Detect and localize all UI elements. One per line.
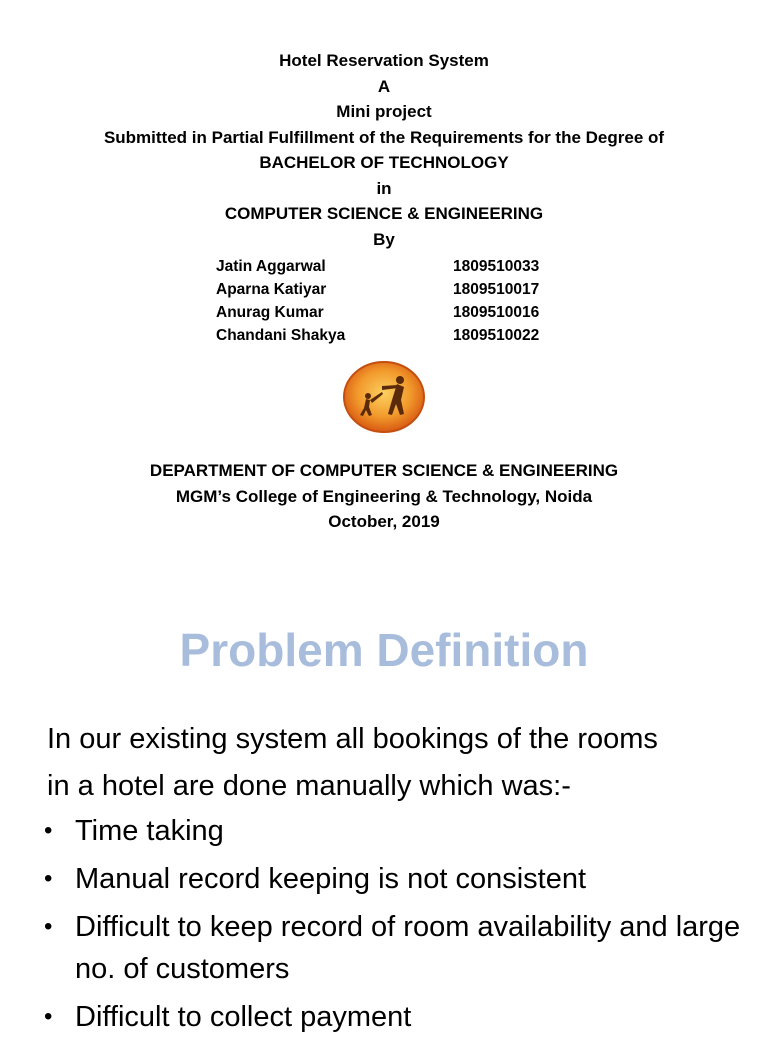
college-emblem-icon <box>342 360 426 434</box>
cover-line-in: in <box>376 178 392 198</box>
problem-intro <box>47 716 747 810</box>
student-roll-number: 1809510033 <box>453 258 540 275</box>
cover-line-by: By <box>373 229 395 249</box>
project-title: Hotel Reservation System <box>279 51 489 70</box>
problem-definition-title: Problem Definition <box>179 624 589 676</box>
student-roll-number: 1809510017 <box>453 281 540 298</box>
bullet-text: Manual record keeping is not consistent <box>75 863 587 895</box>
list-item <box>44 906 744 990</box>
cover-line-mini-project: Mini project <box>336 102 432 121</box>
student-row <box>0 258 768 281</box>
college-name: MGM’s College of Engineering & Technology, Noida <box>175 486 593 506</box>
student-roll-number: 1809510022 <box>453 327 540 344</box>
bullet-text: Difficult to keep record of room availability and large no. of customers <box>75 911 741 985</box>
department-block <box>0 458 768 535</box>
student-name: Chandani Shakya <box>216 327 346 344</box>
student-name: Aparna Katiyar <box>216 281 327 298</box>
list-item <box>44 858 744 900</box>
cover-line-branch: COMPUTER SCIENCE & ENGINEERING <box>224 204 544 223</box>
bullet-icon: • <box>44 913 53 940</box>
bullet-text: Difficult to collect payment <box>75 1001 412 1033</box>
bullet-text: Time taking <box>75 815 224 847</box>
student-name: Anurag Kumar <box>216 304 324 321</box>
problem-bullet-list <box>44 810 744 1044</box>
intro-line: In our existing system all bookings of the rooms <box>47 723 658 755</box>
cover-line-a: A <box>377 76 391 96</box>
department-name: DEPARTMENT OF COMPUTER SCIENCE & ENGINEERING <box>149 461 619 480</box>
student-row <box>0 327 768 350</box>
cover-line-degree: BACHELOR OF TECHNOLOGY <box>259 153 509 172</box>
list-item <box>44 810 744 852</box>
student-name: Jatin Aggarwal <box>216 258 326 275</box>
bullet-icon: • <box>44 817 53 844</box>
student-roll-number: 1809510016 <box>453 304 540 321</box>
submission-date: October, 2019 <box>328 512 440 531</box>
student-row <box>0 304 768 327</box>
list-item <box>44 996 744 1038</box>
student-row <box>0 281 768 304</box>
bullet-icon: • <box>44 1003 53 1030</box>
intro-line: in a hotel are done manually which was:- <box>47 770 571 802</box>
student-list <box>0 258 768 352</box>
cover-line-submission: Submitted in Partial Fulfillment of the Requirements for the Degree of <box>103 127 665 147</box>
cover-slide <box>0 48 768 352</box>
bullet-icon: • <box>44 865 53 892</box>
